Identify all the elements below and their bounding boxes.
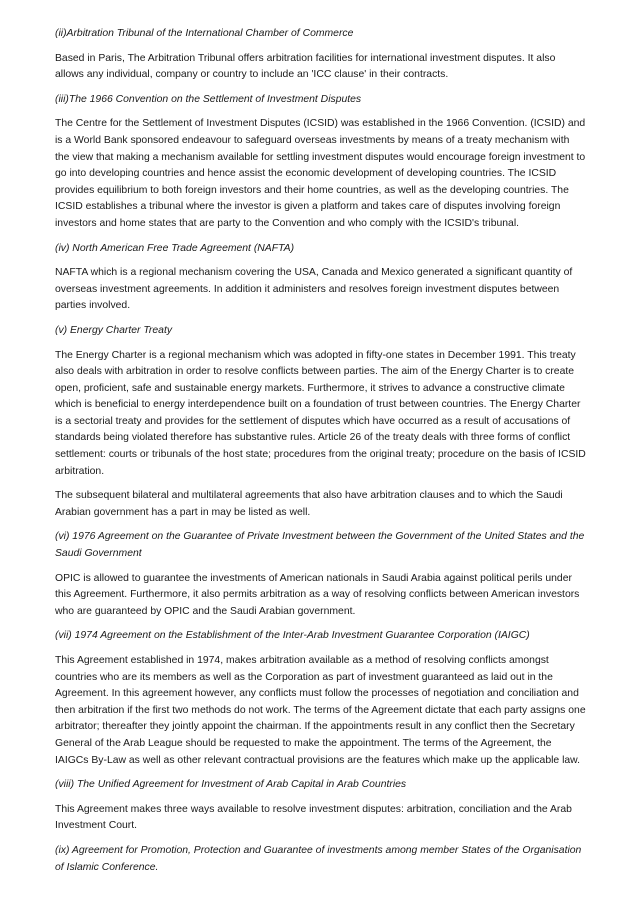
section-energy-charter [55,323,586,522]
paragraph: Based in Paris, The Arbitration Tribunal offers arbitration facilities for international investment disputes. It also allows any individual, company or country to include an 'ICC clause' in their contracts. [55,52,556,81]
paragraph: The subsequent bilateral and multilateral agreements that also have arbitration clauses and to which the Saudi Arabian government has a part in may be listed as well. [55,490,563,518]
section-icsid [55,92,586,233]
section-unified-agreement [55,777,586,835]
paragraph: This Agreement makes three ways available to resolve investment disputes: arbitration, conciliation and the Arab Investment Court. [55,803,572,832]
section-nafta [55,241,586,315]
section-heading: (iii)The 1966 Convention on the Settlement of Investment Disputes [55,93,362,105]
paragraph: The Energy Charter is a regional mechanism which was adopted in fifty-one states in December 1991. This treaty also deals with arbitration in order to resolve conflicts between parties. The aim of the Energy Charter is to create open, proficient, safe and sustainable energy markets. Furthermore, it strives to advance a constructive climate which is beneficial to energy interdependence built on a foundation of trust between countries. The Energy Charter is a sectorial treaty and provides for the settlement of disputes which have occurred as a result of accusations of standards being violated therefore has substantive rules. Article 26 of the treaty deals with three forms of conflict settlement: courts or tribunals of the host state; procedures from the original treaty; procedure on the basis of ICSID arbitration. [55,349,586,477]
section-heading: (ix) Agreement for Promotion, Protection and Guarantee of investments among member States of the Organisation of Islamic Conference. [55,844,582,873]
section-iaigc [55,628,586,769]
section-heading: (iv) North American Free Trade Agreement (NAFTA) [55,242,295,254]
paragraph: OPIC is allowed to guarantee the investments of American nationals in Saudi Arabia against political perils under this Agreement. Furthermore, it also permits arbitration as a way of resolving conflicts between American investors who are guaranteed by OPIC and the Saudi Arabian government. [55,572,580,617]
section-heading: (ii)Arbitration Tribunal of the International Chamber of Commerce [55,28,354,39]
section-1976-agreement [55,529,586,620]
section-heading: (vi) 1976 Agreement on the Guarantee of Private Investment between the Government of the United States and the Saudi Government [55,531,585,560]
section-heading: (vii) 1974 Agreement on the Establishment of the Inter-Arab Investment Guarantee Corporation (IAIGC) [55,630,530,642]
section-heading: (viii) The Unified Agreement for Investment of Arab Capital in Arab Countries [55,779,407,791]
section-heading: (v) Energy Charter Treaty [55,324,173,336]
paragraph: The Centre for the Settlement of Investment Disputes (ICSID) was established in the 1966 Convention. (ICSID) and is a World Bank sponsored endeavour to safeguard overseas investments by means of a treaty mechanism with the view that making a mechanism available for settling investment disputes would encourage foreign investment to go into developing countries and hence assist the economic development of developing countries. The ICSID provides equilibrium to both foreign investors and their home countries, as well as the developing countries. The ICSID establishes a tribunal where the investor is given a platform and takes care of disputes involving foreign investors and home states that are party to the Convention and who comply with the ICSID's tribunal. [55,118,586,229]
paragraph: This Agreement established in 1974, makes arbitration available as a method of resolving conflicts amongst countries who are its members as well as the Corporation as part of investment guaranteed as laid out in the Agreement. In this agreement however, any conflicts must follow the processes of negotiation and conciliation and then arbitration if the first two methods do not work. The terms of the Agreement dictate that each party assigns one arbitrator; thereafter they jointly appoint the chairman. If the appointments result in any conflict then the Secretary General of the Arab League should be requested to make the appointment. The terms of the Agreement, the IAIGCs By-Law as well as other relevant contractual provisions are the features which make up the applicable law. [55,655,586,766]
paragraph: NAFTA which is a regional mechanism covering the USA, Canada and Mexico generated a significant quantity of overseas investment agreements. In addition it administers and resolves foreign investment disputes between parties involved. [55,267,573,312]
section-oic-agreement [55,843,586,876]
section-icc [55,26,586,84]
